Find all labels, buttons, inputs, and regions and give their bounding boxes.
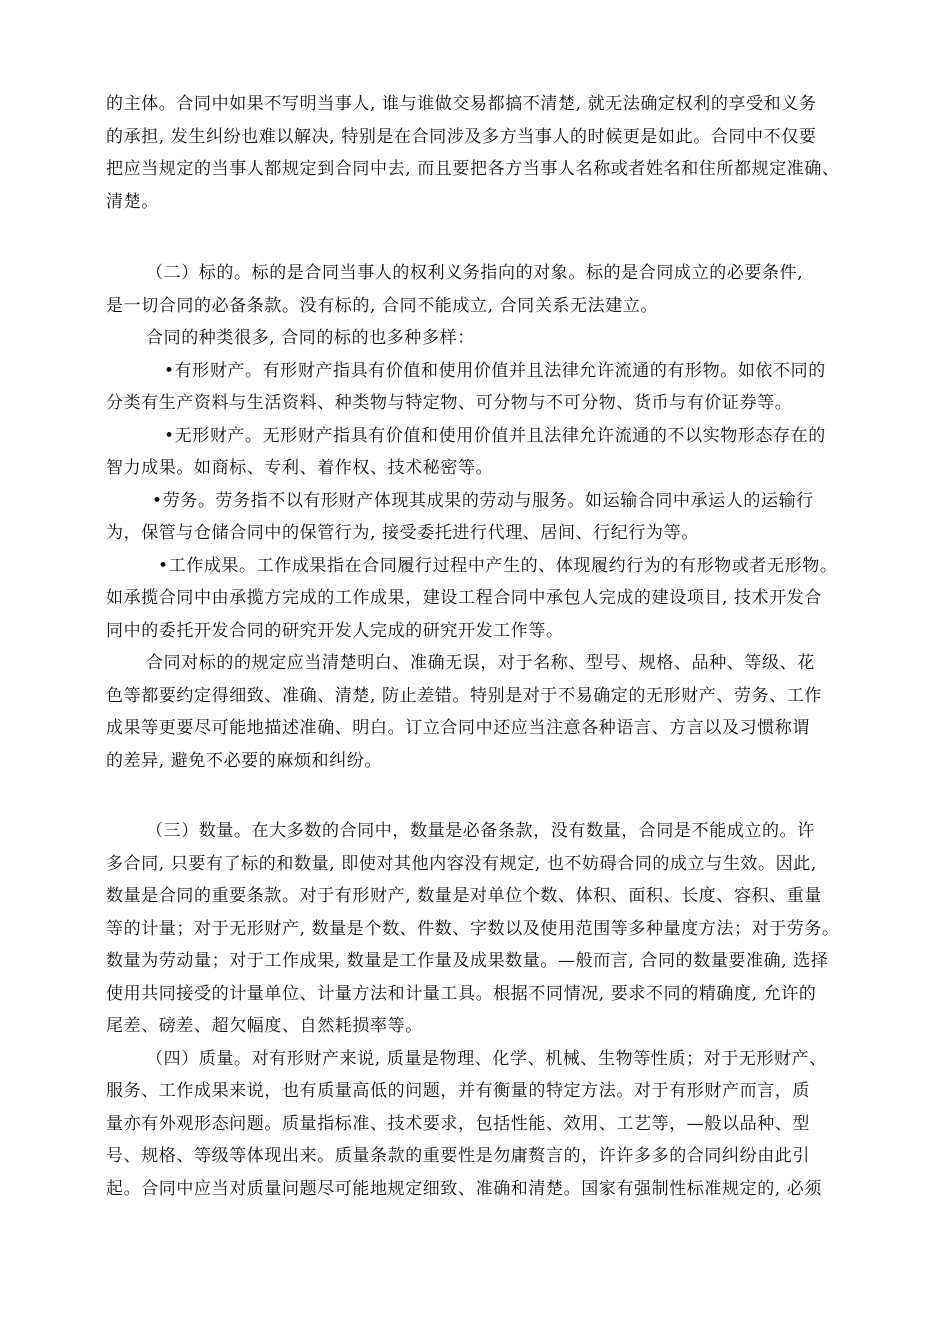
text-line: 成果等更要尽可能地描述准确、明白。订立合同中还应当注意各种语言、方言以及习惯称谓 [106, 718, 810, 738]
bullet-line: •工作成果。工作成果指在合同履行过程中产生的、体现履约行为的有形物或者无形物。 [158, 555, 838, 576]
text-line: 数量是合同的重要条款。对于有形财产, 数量是对单位个数、体积、面积、长度、容积、重量 [106, 886, 823, 906]
text-line: 色等都要约定得细致、准确、清楚, 防止差错。特别是对于不易确定的无形财产、劳务、工作 [106, 685, 823, 706]
text-line: 多合同, 只要有了标的和数量, 即使对其他内容没有规定, 也不妨碍合同的成立与生效。因此, [106, 853, 817, 874]
text-line: 数量为劳动量；对于工作成果, 数量是工作量及成果数量。—般而言, 合同的数量要准确, 选择 [106, 951, 829, 971]
text-line: 清楚。 [106, 191, 159, 212]
section-heading-line: （三）数量。在大多数的合同中，数量是必备条款，没有数量，合同是不能成立的。许 [146, 821, 815, 841]
section-subject-matter [106, 257, 846, 777]
text-line: 如承揽合同中由承揽方完成的工作成果，建设工程合同中承包人完成的建设项目, 技术开发合 [106, 588, 823, 608]
bullet-line: •劳务。劳务指不以有形财产体现其成果的劳动与服务。如运输合同中承运人的运输行 [152, 490, 814, 511]
text-line: 的主体。合同中如果不写明当事人, 谁与谁做交易都搞不清楚, 就无法确定权利的享受和义务 [106, 94, 817, 114]
text-line: 起。合同中应当对质量问题尽可能地规定细致、准确和清楚。国家有强制性标准规定的, 必须 [106, 1178, 823, 1199]
text-line: 的承担, 发生纠纷也难以解决, 特别是在合同涉及多方当事人的时候更是如此。合同中不仅要 [106, 126, 817, 147]
text-line: 号、规格、等级等体现出来。质量条款的重要性是勿庸赘言的，许许多多的合同纠纷由此引 [106, 1146, 810, 1166]
text-line: 合同的种类很多, 合同的标的也多种多样： [146, 328, 475, 348]
text-line: 分类有生产资料与生活资料、种类物与特定物、可分物与不可分物、货币与有价证券等。 [106, 393, 793, 413]
text-line: 等的计量；对于无形财产, 数量是个数、件数、字数以及使用范围等多种量度方法；对于劳务。 [106, 918, 840, 939]
section-heading-line: （四）质量。对有形财产来说, 质量是物理、化学、机械、生物等性质；对于无形财产、 [146, 1048, 827, 1069]
text-line: 服务、工作成果来说，也有质量高低的问题，并有衡量的特定方法。对于有形财产而言，质 [106, 1081, 810, 1101]
intro-paragraph [106, 88, 846, 218]
section-heading-line: （二）标的。标的是合同当事人的权利义务指向的对象。标的是合同成立的必要条件, [146, 263, 804, 283]
text-line: 为，保管与仓储合同中的保管行为, 接受委托进行代理、居间、行纪行为等。 [106, 523, 699, 543]
text-line: 把应当规定的当事人都规定到合同中去, 而且要把各方当事人名称或者姓名和住所都规定准确、 [106, 159, 840, 179]
bullet-line: •有形财产。有形财产指具有价值和使用价值并且法律允许流通的有形物。如依不同的 [164, 360, 826, 381]
text-line: 是一切合同的必备条款。没有标的, 合同不能成立, 合同关系无法建立。 [106, 295, 659, 316]
text-line: 智力成果。如商标、专利、着作权、技术秘密等。 [106, 458, 494, 478]
text-line: 量亦有外观形态问题。质量指标准、技术要求，包括性能、效用、工艺等，—般以品种、型 [106, 1113, 810, 1134]
text-line: 的差异, 避免不必要的麻烦和纠纷。 [106, 750, 383, 771]
text-line: 使用共同接受的计量单位、计量方法和计量工具。根据不同情况, 要求不同的精确度, 允许的 [106, 983, 817, 1004]
text-line: 同中的委托开发合同的研究开发人完成的研究开发工作等。 [106, 620, 564, 641]
section-quantity-quality [106, 815, 846, 1205]
text-line: 合同对标的的规定应当清楚明白、准确无误，对于名称、型号、规格、品种、等级、花 [146, 653, 815, 673]
text-line: 尾差、磅差、超欠幅度、自然耗损率等。 [106, 1016, 423, 1036]
bullet-line: •无形财产。无形财产指具有价值和使用价值并且法律允许流通的不以实物形态存在的 [164, 425, 826, 446]
